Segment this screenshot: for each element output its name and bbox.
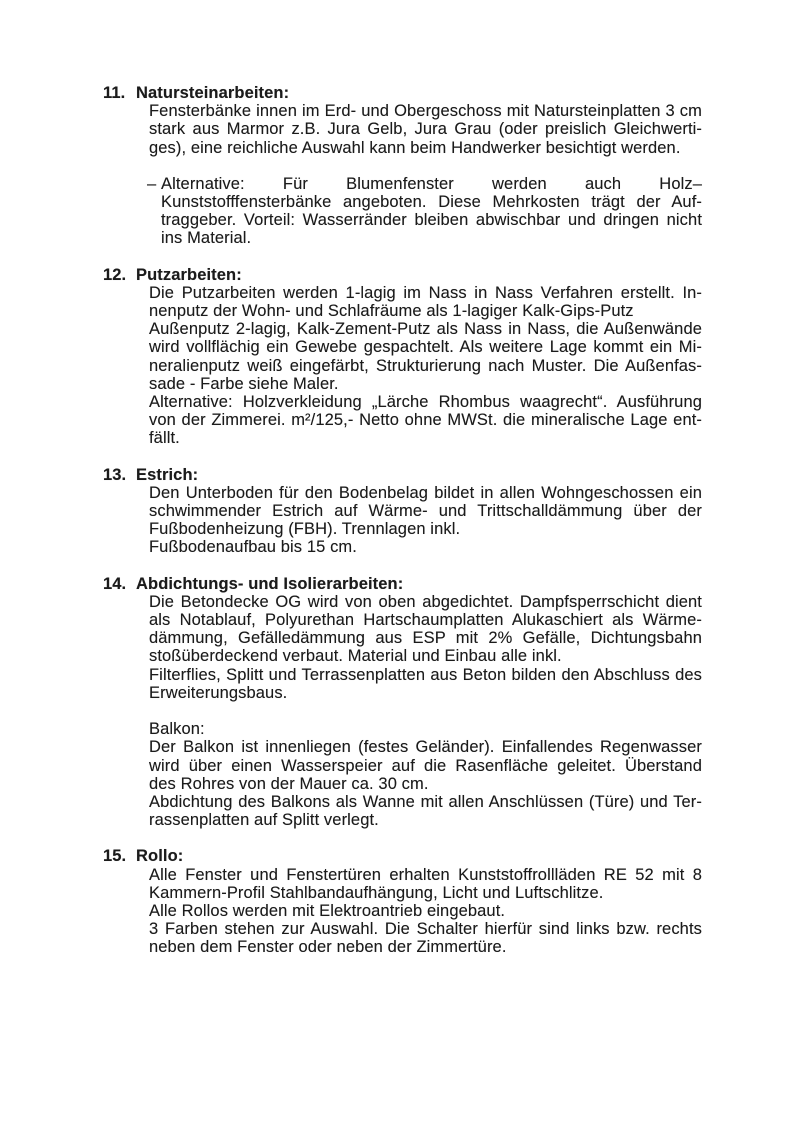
text-line: Filterflies, Splitt und Terrassenplatten aus Beton bilden den Abschluss des bbox=[149, 665, 702, 684]
section-number: 15. bbox=[103, 847, 127, 866]
document-body bbox=[103, 84, 707, 957]
section-body bbox=[149, 866, 702, 957]
text-line: Fensterbänke innen im Erd- und Obergeschoss mit Natursteinplatten 3 cm bbox=[149, 102, 702, 121]
section-heading bbox=[103, 266, 707, 284]
dash-item-block bbox=[149, 175, 702, 248]
section-11 bbox=[103, 84, 707, 248]
text-line: Die Betondecke OG wird von oben abgedichtet. Dampfsperrschicht dient bbox=[149, 592, 702, 611]
text-line: Fußbodenaufbau bis 15 cm. bbox=[149, 538, 357, 557]
section-heading bbox=[103, 84, 707, 102]
section-title: Rollo: bbox=[136, 847, 184, 866]
section-body bbox=[149, 484, 702, 557]
paragraph-block bbox=[149, 720, 702, 829]
section-14 bbox=[103, 575, 707, 830]
text-line: stoßüberdeckend verbaut. Material und Einbau alle inkl. bbox=[149, 647, 562, 666]
text-line: Alternative: Für Blumenfenster werden auch Holz– bbox=[161, 174, 702, 193]
text-line: ins Material. bbox=[161, 229, 252, 248]
paragraph-block bbox=[149, 102, 702, 157]
section-number: 14. bbox=[103, 574, 127, 593]
text-line: Erweiterungsbaus. bbox=[149, 683, 288, 702]
section-title: Natursteinarbeiten: bbox=[136, 84, 290, 102]
paragraph-block bbox=[149, 484, 702, 557]
paragraph-block bbox=[149, 593, 702, 702]
text-line: Den Unterboden für den Bodenbelag bildet in allen Wohngeschossen ein bbox=[149, 483, 702, 502]
text-line: dämmung, Gefälledämmung aus ESP mit 2% Gefälle, Dichtungsbahn bbox=[149, 629, 702, 648]
text-line: stark aus Marmor z.B. Jura Gelb, Jura Grau (oder preislich Gleichwerti- bbox=[149, 120, 702, 139]
section-body bbox=[149, 284, 702, 448]
section-number: 12. bbox=[103, 265, 127, 284]
text-line: Die Putzarbeiten werden 1-lagig im Nass in Nass Verfahren erstellt. In- bbox=[149, 283, 702, 302]
text-line: von der Zimmerei. m²/125,- Netto ohne MWSt. die mineralische Lage ent- bbox=[149, 411, 702, 430]
text-line: Alle Fenster und Fenstertüren erhalten Kunststoffrollläden RE 52 mit 8 bbox=[149, 865, 702, 884]
paragraph-block bbox=[149, 866, 702, 957]
text-line: traggeber. Vorteil: Wasserränder bleiben abwischbar und dringen nicht bbox=[161, 211, 702, 230]
text-line: nenputz der Wohn- und Schlafräume als 1-lagiger Kalk-Gips-Putz bbox=[149, 302, 634, 321]
dash-marker: – bbox=[147, 174, 157, 193]
section-title: Estrich: bbox=[136, 465, 199, 484]
section-body bbox=[149, 102, 702, 247]
section-13 bbox=[103, 466, 707, 557]
section-title: Abdichtungs- und Isolierarbeiten: bbox=[136, 574, 404, 593]
section-heading bbox=[103, 466, 707, 484]
text-line: Außenputz 2-lagig, Kalk-Zement-Putz als Nass in Nass, die Außenwände bbox=[149, 320, 702, 339]
text-line: Alternative: Holzverkleidung „Lärche Rhombus waagrecht“. Ausführung bbox=[149, 393, 702, 412]
text-line: Fußbodenheizung (FBH). Trennlagen inkl. bbox=[149, 520, 461, 539]
section-15 bbox=[103, 847, 707, 956]
text-line: Kammern-Profil Stahlbandaufhängung, Licht und Luftschlitze. bbox=[149, 883, 604, 902]
text-line: fällt. bbox=[149, 429, 180, 448]
text-line: neralienputz weiß eingefärbt, Strukturierung nach Muster. Die Außenfas- bbox=[149, 356, 702, 375]
text-line: Balkon: bbox=[149, 720, 205, 739]
section-heading bbox=[103, 575, 707, 593]
text-line: wird über einen Wasserspeier auf die Rasenfläche geleitet. Überstand bbox=[149, 756, 702, 775]
text-line: Alle Rollos werden mit Elektroantrieb eingebaut. bbox=[149, 901, 506, 920]
text-line: neben dem Fenster oder neben der Zimmertüre. bbox=[149, 938, 507, 957]
text-line: des Rohres von der Mauer ca. 30 cm. bbox=[149, 774, 429, 793]
text-line: sade - Farbe siehe Maler. bbox=[149, 374, 339, 393]
section-body bbox=[149, 593, 702, 829]
text-line: Abdichtung des Balkons als Wanne mit allen Anschlüssen (Türe) und Ter- bbox=[149, 792, 702, 811]
section-heading bbox=[103, 847, 707, 865]
text-line: als Notablauf, Polyurethan Hartschaumplatten Alukaschiert als Wärme- bbox=[149, 611, 702, 630]
section-12 bbox=[103, 266, 707, 448]
text-line: rassenplatten auf Splitt verlegt. bbox=[149, 811, 379, 830]
text-line: Der Balkon ist innenliegen (festes Geländer). Einfallendes Regenwasser bbox=[149, 738, 702, 757]
section-number: 11. bbox=[103, 84, 126, 102]
text-line: schwimmender Estrich auf Wärme- und Trittschalldämmung über der bbox=[149, 502, 702, 521]
section-title: Putzarbeiten: bbox=[136, 265, 242, 284]
section-number: 13. bbox=[103, 465, 127, 484]
text-line: 3 Farben stehen zur Auswahl. Die Schalter hierfür sind links bzw. rechts bbox=[149, 920, 702, 939]
text-line: ges), eine reichliche Auswahl kann beim Handwerker besichtigt werden. bbox=[149, 138, 681, 157]
text-line: Kunststofffensterbänke angeboten. Diese Mehrkosten trägt der Auf- bbox=[161, 193, 702, 212]
paragraph-block bbox=[149, 284, 702, 448]
text-line: wird vollflächig ein Gewebe gespachtelt. Als weitere Lage kommt ein Mi- bbox=[149, 338, 702, 357]
